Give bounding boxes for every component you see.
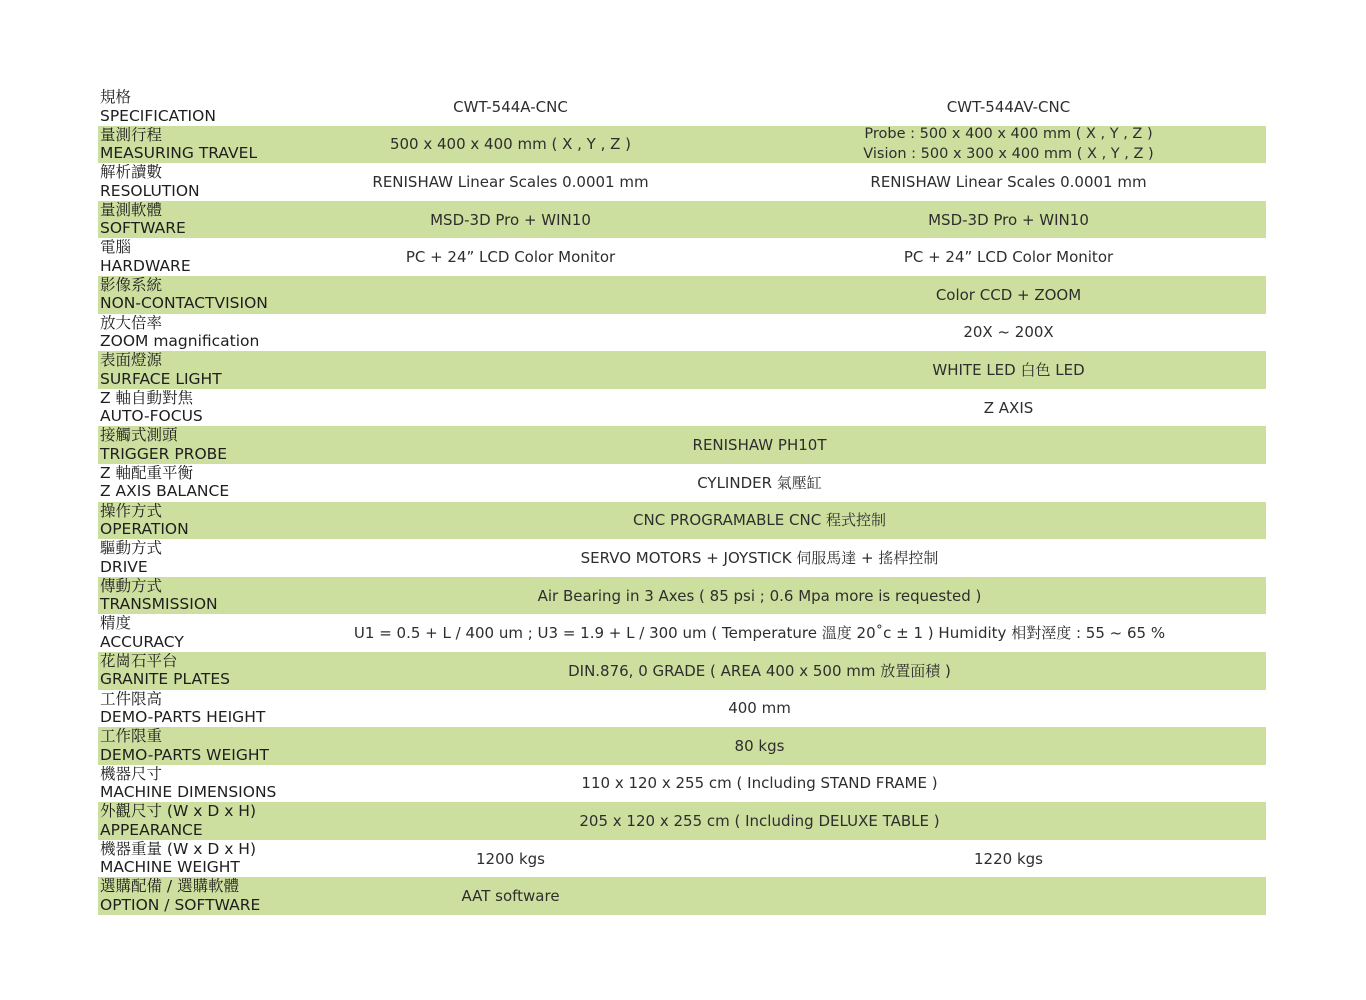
- spec-row-option-software: [98, 877, 1266, 915]
- spec-row-accuracy: [98, 614, 1266, 652]
- label-en: ACCURACY: [100, 632, 184, 651]
- value-model-av: RENISHAW Linear Scales 0.0001 mm: [870, 172, 1147, 191]
- spec-row-auto-focus: [98, 389, 1266, 427]
- value-model-a: 500 x 400 x 400 mm ( X , Y , Z ): [389, 135, 632, 154]
- label-zh: 量測軟體: [100, 200, 163, 219]
- value-shared: SERVO MOTORS + JOYSTICK 伺服馬達 + 搖桿控制: [580, 548, 939, 567]
- label-zh: 驅動方式: [100, 539, 163, 558]
- spec-row-machine-dimensions: [98, 765, 1266, 803]
- label-en: TRIGGER PROBE: [100, 444, 228, 463]
- spec-row-operation: [98, 502, 1266, 540]
- label-en: HARDWARE: [100, 256, 191, 275]
- value-shared: Air Bearing in 3 Axes ( 85 psi ; 0.6 Mpa more is requested ): [537, 586, 982, 605]
- label-en: GRANITE PLATES: [100, 670, 230, 689]
- spec-row-surface-light: [98, 351, 1266, 389]
- label-zh: 電腦: [100, 238, 132, 257]
- spec-row-granite-plates: [98, 652, 1266, 690]
- spec-row-machine-weight: [98, 840, 1266, 878]
- label-en: Z AXIS BALANCE: [100, 482, 230, 501]
- label-zh: 機器尺寸: [100, 764, 163, 783]
- label-zh: 規格: [100, 88, 132, 106]
- value-model-av: WHITE LED 白色 LED: [932, 360, 1085, 379]
- label-zh: 工作限重: [100, 727, 163, 746]
- label-en: DEMO-PARTS HEIGHT: [100, 708, 266, 726]
- spec-row-appearance: [98, 802, 1266, 840]
- spec-row-software: [98, 201, 1266, 239]
- label-zh: Z 軸自動對焦: [100, 388, 194, 407]
- spec-row-transmission: [98, 577, 1266, 615]
- value-model-av: Probe : 500 x 400 x 400 mm ( X , Y , Z ) Vision : 500 x 300 x 400 mm ( X , Y , Z ): [863, 126, 1154, 163]
- spec-row-parts-height: [98, 690, 1266, 728]
- value-shared: 205 x 120 x 255 cm ( Including DELUXE TABLE ): [579, 812, 940, 831]
- value-model-av: 1220 kgs: [974, 849, 1043, 868]
- label-en: DRIVE: [100, 557, 148, 576]
- spec-row-measuring-travel: [98, 126, 1266, 164]
- value-shared: 110 x 120 x 255 cm ( Including STAND FRAME ): [581, 774, 938, 793]
- label-zh: 表面燈源: [100, 351, 163, 370]
- label-en: MEASURING TRAVEL: [100, 144, 258, 163]
- label-zh: 花崗石平台: [100, 651, 178, 670]
- value-model-a: AAT software: [461, 887, 560, 906]
- value-model-a: RENISHAW Linear Scales 0.0001 mm: [372, 172, 649, 191]
- value-model-a: [263, 276, 758, 314]
- value-model-a: [263, 389, 758, 427]
- spec-row-z-axis-balance: [98, 464, 1266, 502]
- label-zh: 量測行程: [100, 125, 163, 144]
- value-model-av: MSD-3D Pro + WIN10: [928, 210, 1089, 229]
- value-shared: CYLINDER 氣壓缸: [697, 473, 822, 492]
- label-en: RESOLUTION: [100, 181, 200, 200]
- spec-row-parts-weight: [98, 727, 1266, 765]
- spec-row-specification: [98, 88, 1266, 126]
- spec-row-hardware: [98, 238, 1266, 276]
- label-zh: 工件限高: [100, 689, 163, 708]
- label-en: AUTO-FOCUS: [100, 407, 203, 426]
- label-zh: 影像系統: [100, 275, 163, 294]
- label-en: SURFACE LIGHT: [100, 369, 222, 388]
- value-model-av: Z AXIS: [983, 398, 1034, 417]
- label-zh: 選購配備 / 選購軟體: [100, 877, 240, 896]
- spec-row-vision: [98, 276, 1266, 314]
- label-zh: 傳動方式: [100, 576, 163, 595]
- label-en: ZOOM magnification: [100, 332, 260, 351]
- value-model-a: MSD-3D Pro + WIN10: [430, 210, 591, 229]
- label-zh: 精度: [100, 614, 132, 633]
- value-model-av: 20X ~ 200X: [963, 323, 1054, 342]
- model-a-header: CWT-544A-CNC: [453, 97, 568, 116]
- spec-row-zoom: [98, 314, 1266, 352]
- label-en: APPEARANCE: [100, 820, 203, 839]
- label-en: SOFTWARE: [100, 219, 186, 238]
- label-en: NON-CONTACTVISION: [100, 294, 268, 313]
- value-shared: CNC PROGRAMABLE CNC 程式控制: [633, 511, 886, 530]
- value-model-a: PC + 24” LCD Color Monitor: [405, 248, 616, 267]
- value-model-av: [761, 877, 1256, 915]
- value-shared: U1 = 0.5 + L / 400 um ; U3 = 1.9 + L / 300 um ( Temperature 溫度 20˚c ± 1 ) Humidity 相對溼度 : 55 ~ 65 %: [353, 624, 1166, 643]
- label-zh: 解析讀數: [100, 163, 163, 182]
- spec-table: [98, 88, 1266, 915]
- value-shared: 80 kgs: [734, 736, 785, 755]
- label-en: OPERATION: [100, 520, 189, 539]
- spec-row-drive: [98, 539, 1266, 577]
- label-en: SPECIFICATION: [100, 106, 216, 125]
- label-en: TRANSMISSION: [100, 595, 218, 614]
- value-shared: DIN.876, 0 GRADE ( AREA 400 x 500 mm 放置面積 ): [568, 661, 951, 680]
- spec-row-resolution: [98, 163, 1266, 201]
- spec-row-trigger-probe: [98, 426, 1266, 464]
- value-shared: RENISHAW PH10T: [692, 436, 827, 455]
- label-zh: 接觸式測頭: [100, 426, 178, 445]
- label-zh: 機器重量 (W x D x H): [100, 839, 256, 858]
- label-en: DEMO-PARTS WEIGHT: [100, 745, 269, 764]
- model-av-header: CWT-544AV-CNC: [946, 97, 1071, 116]
- label-zh: 放大倍率: [100, 313, 163, 332]
- label-zh: 外觀尺寸 (W x D x H): [100, 802, 256, 821]
- value-model-av: PC + 24” LCD Color Monitor: [903, 248, 1114, 267]
- value-shared: 400 mm: [728, 699, 791, 718]
- label-en: MACHINE WEIGHT: [100, 858, 240, 877]
- value-model-av: Color CCD + ZOOM: [935, 285, 1082, 304]
- label-zh: 操作方式: [100, 501, 163, 520]
- value-model-a: [263, 314, 758, 352]
- label-en: OPTION / SOFTWARE: [100, 895, 261, 914]
- label-en: MACHINE DIMENSIONS: [100, 783, 277, 802]
- value-model-a: 1200 kgs: [476, 849, 545, 868]
- label-zh: Z 軸配重平衡: [100, 463, 194, 482]
- value-model-a: [263, 351, 758, 389]
